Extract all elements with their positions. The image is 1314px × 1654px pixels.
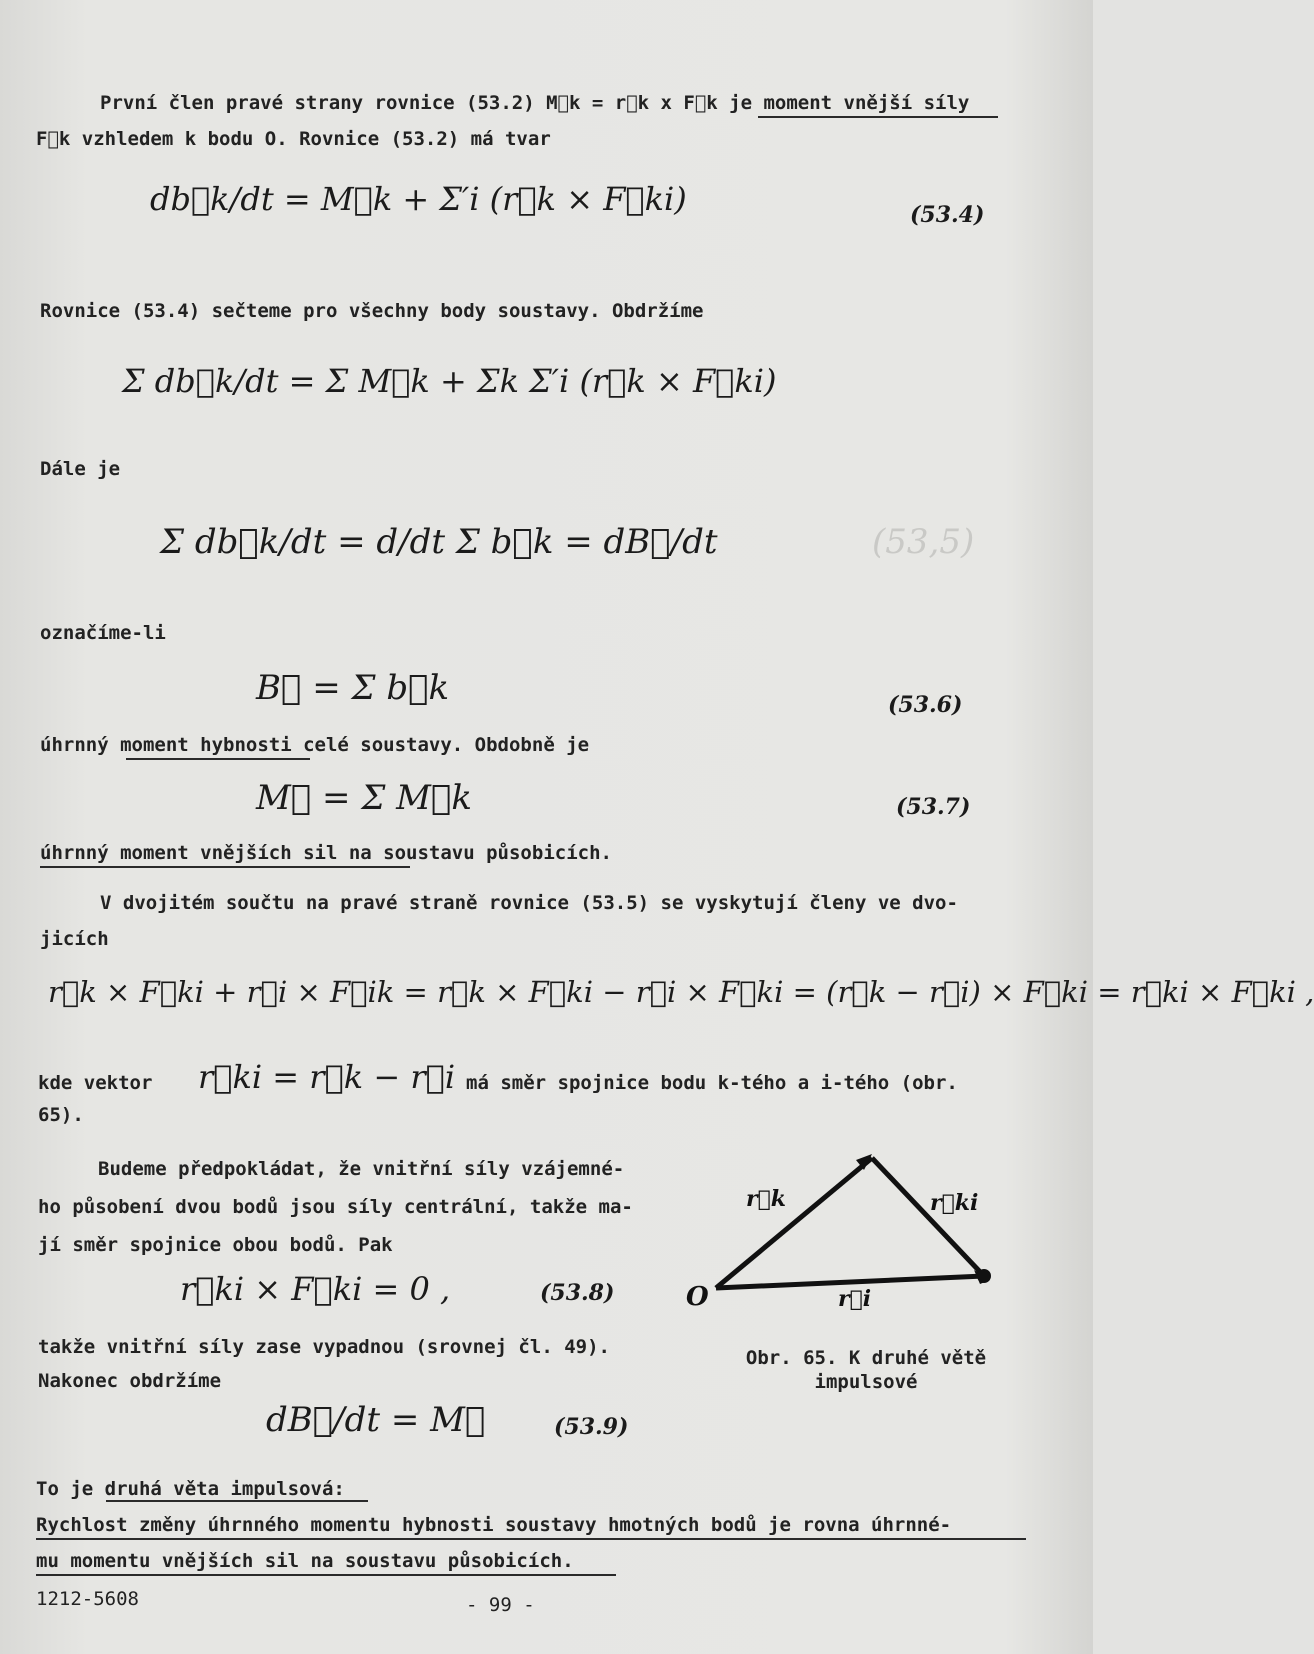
figure-caption-line-2: impulsové xyxy=(814,1371,918,1393)
underline-vnejsich-sil xyxy=(40,866,410,868)
text-line-9: jicích xyxy=(40,928,109,950)
figure-origin-label: O xyxy=(686,1282,709,1312)
text-line-5: označíme-li xyxy=(40,622,166,644)
text-line-10b: má směr spojnice bodu k-tého a i-tého (obr. xyxy=(466,1072,958,1094)
equation-number-53-7: (53.7) xyxy=(896,794,971,820)
underline-druha-veta xyxy=(106,1500,368,1502)
text-line-7: úhrnný moment vnějších sil na soustavu působicích. xyxy=(40,842,612,864)
text-line-14: jí směr spojnice obou bodů. Pak xyxy=(38,1234,393,1256)
equation-sum: Σ db⃗k/dt = Σ M⃗k + Σk Σ′i (r⃗k × F⃗ki) xyxy=(122,362,777,400)
equation-number-53-4: (53.4) xyxy=(910,202,985,228)
figure-caption xyxy=(716,1346,1016,1394)
text-line-18: Rychlost změny úhrnného momentu hybnosti soustavy hmotných bodů je rovna úhrnné- xyxy=(36,1514,952,1536)
figure-label-ri: r⃗i xyxy=(838,1286,872,1312)
point-i xyxy=(977,1269,991,1283)
text-line-11: 65). xyxy=(38,1104,84,1126)
text-line-10a: kde vektor xyxy=(38,1072,153,1094)
underline-statement-1 xyxy=(36,1538,1026,1540)
equation-number-53-6: (53.6) xyxy=(888,692,963,718)
figure-label-rk: r⃗k xyxy=(746,1186,787,1212)
underline-moment-vnejsi-sily xyxy=(758,116,998,118)
text-line-1: První člen pravé strany rovnice (53.2) M⃗k = r⃗k x F⃗k je moment vnější síly xyxy=(100,92,970,114)
text-line-3: Rovnice (53.4) sečteme pro všechny body soustavy. Obdržíme xyxy=(40,300,704,322)
text-line-15: takže vnitřní síly zase vypadnou (srovnej čl. 49). xyxy=(38,1336,610,1358)
text-line-4: Dále je xyxy=(40,458,121,480)
equation-53-7: M⃗ = Σ M⃗k xyxy=(256,778,472,818)
text-line-13: ho působení dvou bodů jsou síly centrální, takže ma- xyxy=(38,1196,633,1218)
equation-number-53-5: (53,5) xyxy=(872,522,975,562)
page-number: - 99 - xyxy=(466,1594,535,1616)
equation-53-6: B⃗ = Σ b⃗k xyxy=(256,668,450,708)
footer-code: 1212-5608 xyxy=(36,1588,139,1610)
vector-rki-line xyxy=(872,1158,984,1276)
underline-statement-2 xyxy=(36,1574,616,1576)
underline-moment-hybnosti xyxy=(126,758,310,760)
figure-label-rki: r⃗ki xyxy=(930,1190,979,1216)
equation-number-53-8: (53.8) xyxy=(540,1280,615,1306)
equation-53-5: Σ db⃗k/dt = d/dt Σ b⃗k = dB⃗/dt xyxy=(160,522,718,562)
equation-53-8: r⃗ki × F⃗ki = 0 , xyxy=(180,1270,451,1308)
text-line-17: To je druhá věta impulsová: xyxy=(36,1478,345,1500)
equation-number-53-9: (53.9) xyxy=(554,1414,629,1440)
figure-caption-line-1: Obr. 65. K druhé větě xyxy=(745,1347,987,1369)
vector-rk-line xyxy=(716,1158,872,1288)
text-line-12: Budeme předpokládat, že vnitřní síly vzájemné- xyxy=(98,1158,625,1180)
text-line-16: Nakonec obdržíme xyxy=(38,1370,222,1392)
equation-rki: r⃗ki = r⃗k − r⃗i xyxy=(198,1058,456,1096)
equation-pair: r⃗k × F⃗ki + r⃗i × F⃗ik = r⃗k × F⃗ki − r⃗i × F⃗ki = (r⃗k − r⃗i) × F⃗ki = r⃗ki × F⃗ki , xyxy=(48,975,1314,1009)
figure-65 xyxy=(686,1140,1020,1320)
text-line-6: úhrnný moment hybnosti celé soustavy. Obdobně je xyxy=(40,734,590,756)
equation-53-9: dB⃗/dt = M⃗ xyxy=(266,1400,486,1440)
equation-53-4: db⃗k/dt = M⃗k + Σ′i (r⃗k × F⃗ki) xyxy=(150,180,687,218)
text-line-19: mu momentu vnějších sil na soustavu působicích. xyxy=(36,1550,574,1572)
text-line-2: F⃗k vzhledem k bodu O. Rovnice (53.2) má tvar xyxy=(36,128,551,150)
text-line-8: V dvojitém součtu na pravé straně rovnice (53.5) se vyskytují členy ve dvo- xyxy=(100,892,958,914)
